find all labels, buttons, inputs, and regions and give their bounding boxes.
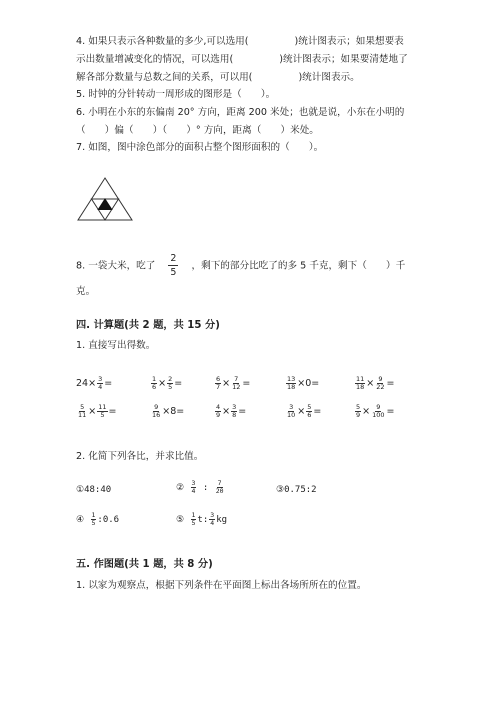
calc-r1-c2: $\frac{1}{6}$ × $\frac{2}{5}$ = (152, 375, 183, 391)
q5-text: 5. 时钟的分针转动一周形成的图形是（ ）。 (76, 89, 276, 100)
ratio-5: ⑤ $\frac{1}{5}$ t: $\frac{3}{4}$ kg (176, 511, 228, 527)
section5-title: 五. 作图题(共 1 题，共 8 分) (76, 559, 213, 570)
calc-r2-c4: $\frac{3}{10}$ × $\frac{5}{6}$ = (287, 403, 322, 419)
calc-r2-c5: $\frac{5}{9}$ × $\frac{9}{100}$ = (356, 403, 395, 419)
triangle-figure (74, 176, 136, 222)
calc-r1-c3: $\frac{6}{7}$ × $\frac{7}{12}$ = (216, 375, 251, 391)
calc-r1-c5: $\frac{11}{18}$ × $\frac{9}{22}$ = (356, 375, 395, 391)
calc-r1-c1: 24× $\frac{3}{4}$ = (76, 375, 113, 391)
calc-r2-c1: $\frac{5}{11}$ × $\frac{11}{5}$ = (78, 403, 117, 419)
section4-title: 四. 计算题(共 2 题，共 15 分) (76, 320, 220, 331)
ratio-1: ①48:40 (76, 485, 112, 495)
q4-line2: 示出数量增减变化的情况，可以选用( )统计图表示；如果要清楚地了 (76, 54, 408, 65)
q4-line1: 4. 如果只表示各种数量的多少,可以选用( )统计图表示；如果想要表 (76, 36, 404, 47)
ratio-4: ④ $\frac{1}{5}$ :0.6 (76, 511, 120, 527)
q8-line1: 8. 一袋大米，吃了 $\frac{2}{5}$ ，剩下的部分比吃了的多 5 千克，剩下（ ）千 (76, 253, 406, 278)
q8-fraction: $\frac{2}{5}$ (170, 253, 177, 278)
section4-q1-title: 1. 直接写出得数。 (76, 340, 156, 351)
calc-r2-c2: $\frac{9}{16}$ ×8= (152, 403, 185, 419)
section5-q1: 1. 以家为观察点，根据下列条件在平面图上标出各场所所在的位置。 (76, 580, 367, 591)
calc-r2-c3: $\frac{4}{9}$ × $\frac{3}{8}$ = (216, 403, 247, 419)
q7-text: 7. 如图，图中涂色部分的面积占整个图形面积的（ ）。 (76, 142, 324, 153)
section4-q2-title: 2. 化简下列各比，并求比值。 (76, 451, 204, 462)
ratio-3: ③0.75:2 (276, 485, 317, 495)
q4-line3: 解各部分数量与总数之间的关系，可以用( )统计图表示。 (76, 72, 360, 83)
q8-line2: 克。 (76, 286, 96, 297)
q6-line2: （ ）偏（ ）（ ）° 方向，距离（ ）米处。 (76, 125, 319, 136)
q6-line1: 6. 小明在小东的东偏南 20° 方向，距离 200 米处；也就是说，小东在小明的 (76, 107, 405, 118)
calc-r1-c4: $\frac{13}{18}$ ×0= (287, 375, 320, 391)
ratio-2: ② $\frac{3}{4}$ : $\frac{7}{20}$ (176, 479, 224, 495)
